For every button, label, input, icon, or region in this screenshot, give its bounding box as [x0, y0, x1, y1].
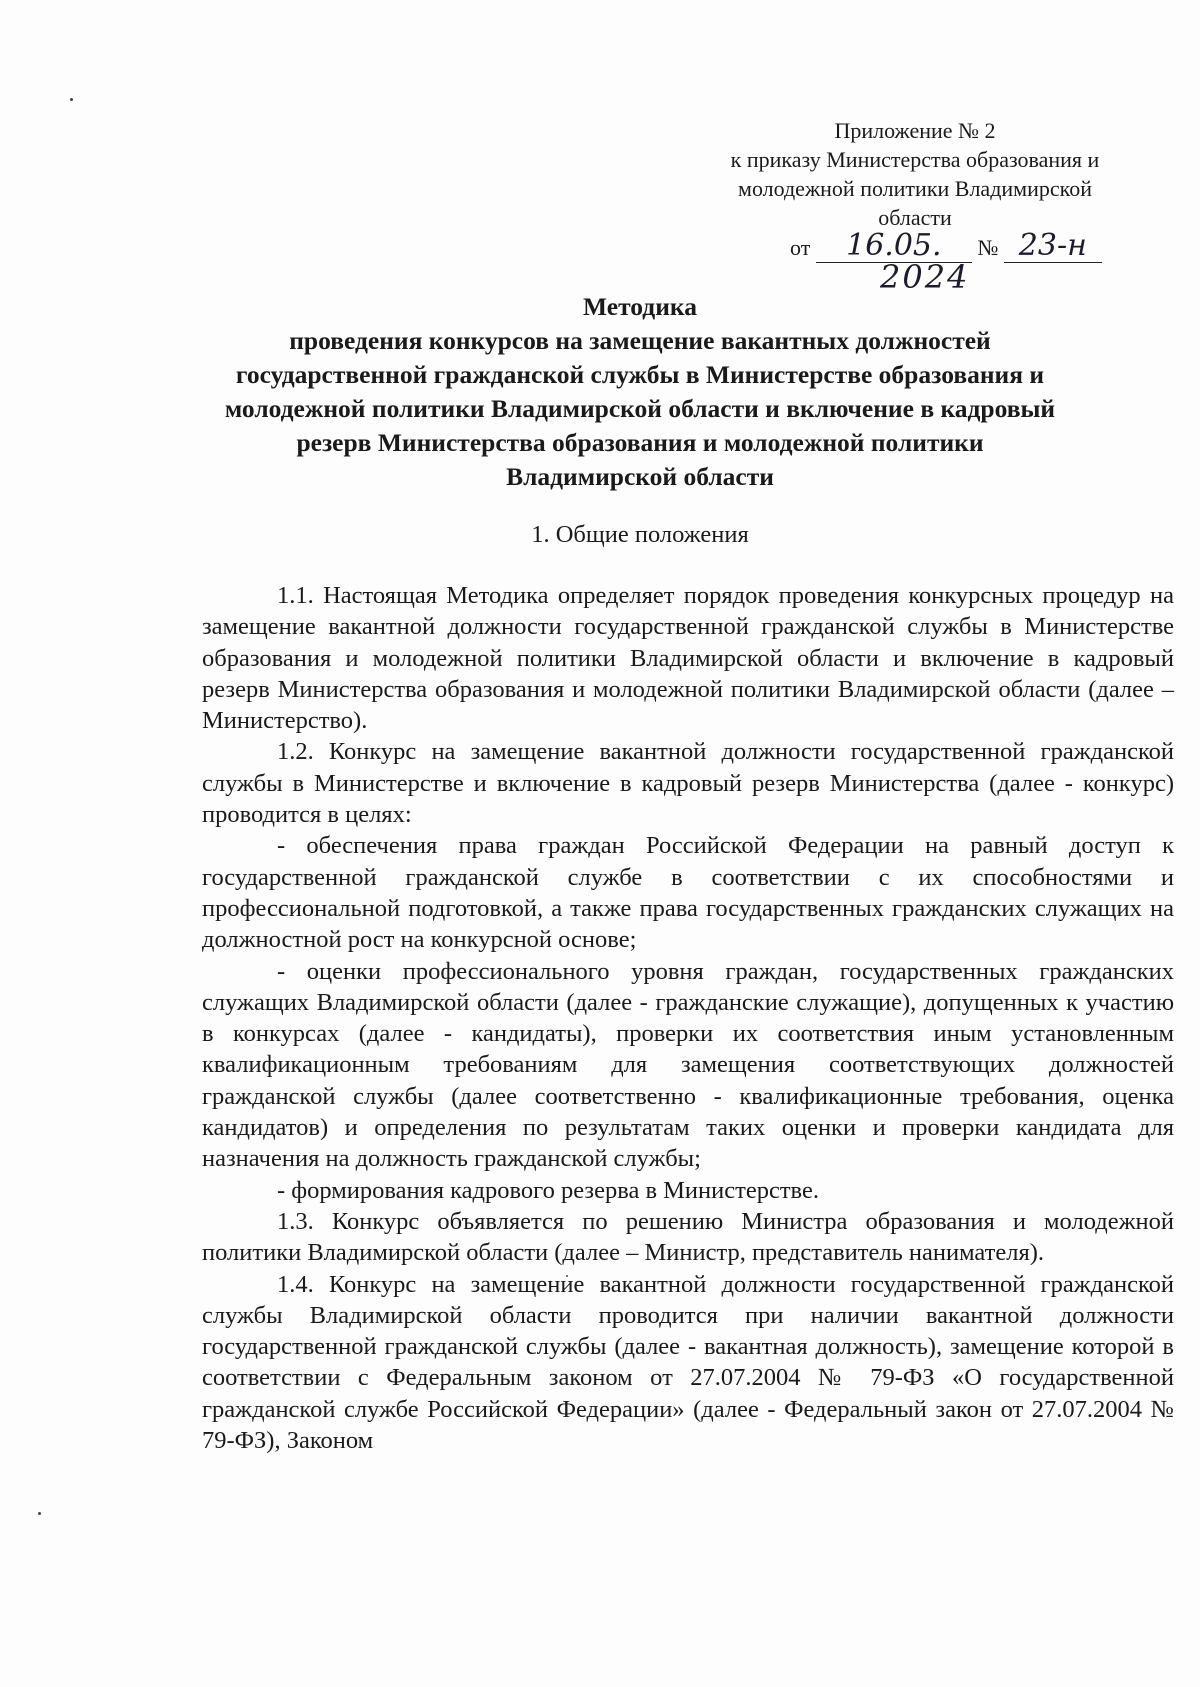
title-line: Владимирской области [506, 462, 774, 491]
paragraph: - формирования кадрового резерва в Министерстве. [277, 1176, 819, 1204]
order-year-handwritten: 2024 [880, 258, 970, 296]
appendix-ministry: молодежной политики Владимирской [738, 176, 1092, 201]
title-line: молодежной политики Владимирской области и включение в кадровый [224, 394, 1056, 423]
paragraph: - обеспечения права граждан Российской Федерации на равный доступ к государственной гражданской службе в соответствии с их способностями и профессиональной подготовкой, а также права государственных гражданских служащих на должностной рост на конкурсной основе; [202, 832, 1174, 954]
paragraph: - оценки профессионального уровня граждан, государственных гражданских служащих Владимирской области (далее - гражданские служащие), допущенных к участию в конкурсах (далее - кандидаты), проверки их соответствия иным установленным квалификационным требованиям для замещения соответствующих должностей гражданской службы (далее соответственно - квалификационные требования, оценка кандидатов) и определения по результатам таких оценки и проверки кандидата для назначения на должность гражданской службы; [202, 957, 1174, 1173]
document-title [190, 290, 1090, 494]
scan-speck [70, 98, 73, 101]
number-prefix: № [977, 235, 999, 260]
title-line: Методика [583, 292, 697, 321]
date-prefix: от [790, 235, 811, 260]
paragraph: 1.3. Конкурс объявляется по решению Министра образования и молодежной политики Владимирской области (далее – Министр, представитель нанимателя). [202, 1207, 1174, 1267]
appendix-number: Приложение № 2 [834, 118, 996, 143]
paragraph: 1.2. Конкурс на замещение вакантной должности государственной гражданской службы в Министерстве и включение в кадровый резерв Министерства (далее - конкурс) проводится в целях: [202, 738, 1174, 829]
paragraph: 1.1. Настоящая Методика определяет порядок проведения конкурсных процедур на замещение вакантной должности государственной гражданской службы в Министерстве образования и молодежной политики Владимирской области и включение в кадровый резерв Министерства образования и молодежной политики Владимирской области (далее – Министерство). [202, 582, 1174, 735]
title-line: государственной гражданской службы в Министерстве образования и [235, 360, 1045, 389]
scan-speck [38, 1512, 41, 1515]
document-body [202, 580, 1174, 1456]
appendix-order-ref: к приказу Министерства образования и [730, 147, 1100, 172]
order-number-field [1004, 228, 1102, 263]
title-line: резерв Министерства образования и молодежной политики [296, 428, 984, 457]
appendix-header [700, 116, 1130, 232]
order-number-handwritten: 23-н [1018, 228, 1087, 263]
order-date-handwritten: 16.05. [846, 228, 942, 263]
appendix-region: области [878, 205, 952, 230]
paragraph: 1.4. Конкурс на замещение вакантной должности государственной гражданской службы Владимирской области проводится при наличии вакантной должности государственной гражданской службы (далее - вакантная должность), замещение которой в соответствии с Федеральным законом от 27.07.2004 № 79-ФЗ «О государственной гражданской службе Российской Федерации» (далее - Федеральный закон от 27.07.2004 № 79-ФЗ), Законом [202, 1270, 1174, 1455]
section-heading: 1. Общие положения [531, 521, 749, 548]
title-line: проведения конкурсов на замещение вакантных должностей [289, 326, 991, 355]
